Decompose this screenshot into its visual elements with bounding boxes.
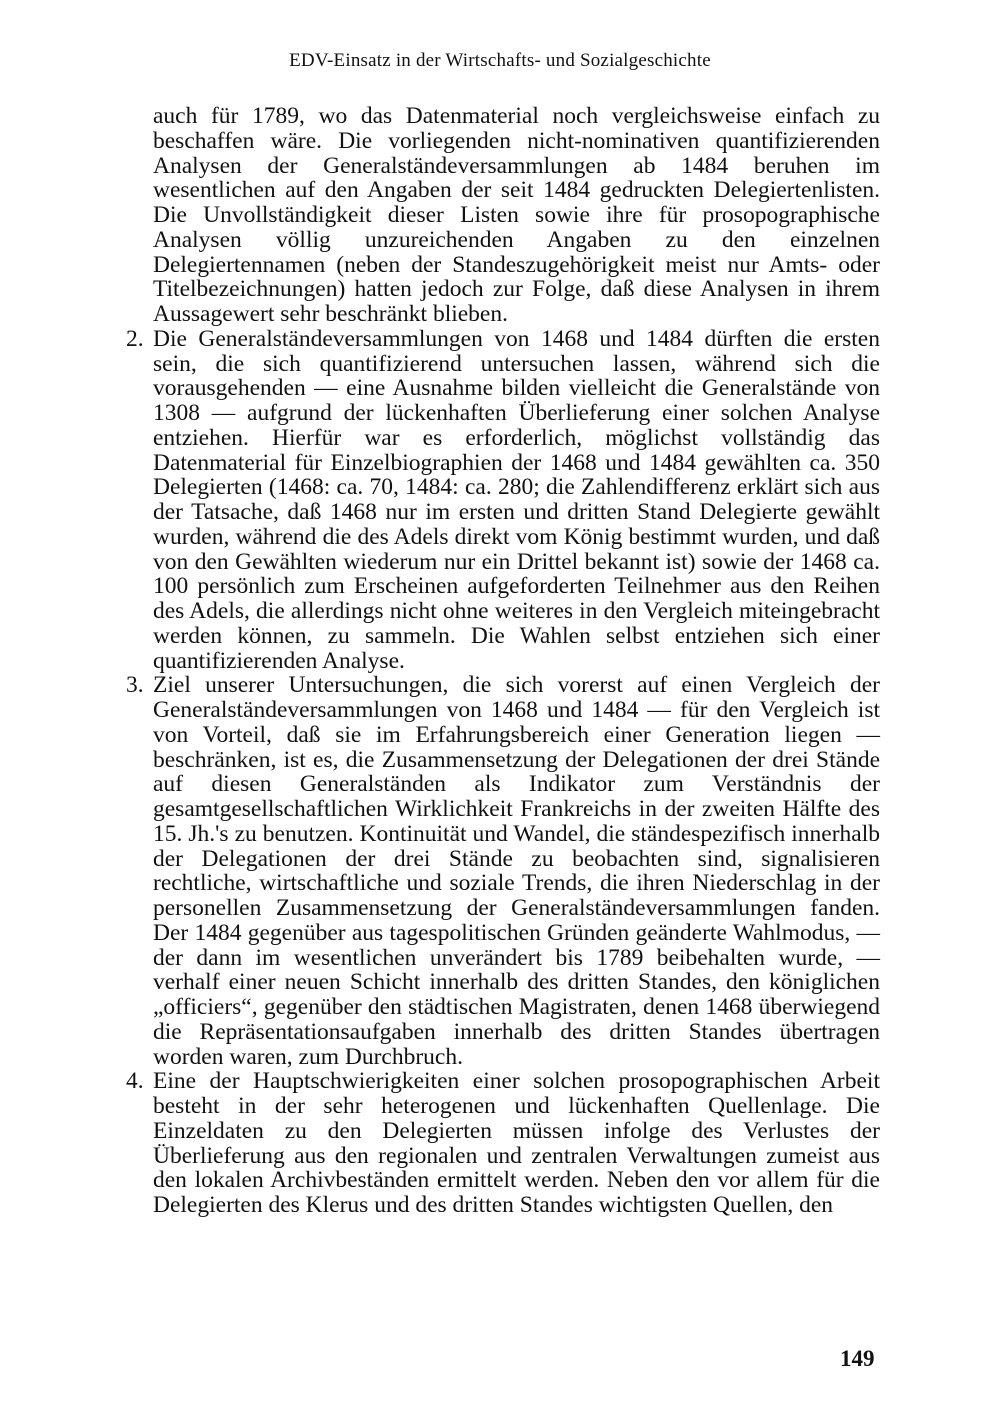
list-item xyxy=(126,672,880,1070)
page-number: 149 xyxy=(840,1346,875,1371)
list-item-number: 2. xyxy=(126,325,144,352)
intro-paragraph: auch für 1789, wo das Datenmaterial noch vergleichsweise einfach zu beschaffen wäre. Die vorliegenden nicht-nominativen quantifizierenden Analysen der Generalständeversammlungen ab 1484 beruhen im wesentlichen auf den Angaben der seit 1484 gedruckten Delegiertenlisten. Die Unvollständigkeit dieser Listen sowie ihre für prosopographische Analysen völlig unzureichenden Angaben zu den einzelnen Delegiertennamen (neben der Standeszugehörigkeit meist nur Amts- oder Titelbezeichnungen) hatten jedoch zur Folge, daß diese Analysen in ihrem Aussagewert sehr beschränkt blieben. xyxy=(153,103,880,327)
list-item-number: 4. xyxy=(126,1068,144,1095)
list-item-text: Eine der Hauptschwierigkeiten einer solchen prosopographischen Arbeit besteht in der sehr heterogenen und lückenhaften Quellenlage. Die Einzeldaten zu den Delegierten müssen infolge des Verlustes der Überlieferung aus den regionalen und zentralen Verwaltungen zumeist aus den lokalen Archivbeständen ermittelt werden. Neben den vor allem für die Delegierten des Klerus und des dritten Standes wichtigsten Quellen, den xyxy=(153,1068,880,1218)
list-item xyxy=(126,325,880,674)
list-item-text: Ziel unserer Untersuchungen, die sich vorerst auf einen Vergleich der Generalständeversammlungen von 1468 und 1484 — für den Vergleich ist von Vorteil, daß sie im Erfahrungsbereich einer Generation liegen — beschränken, ist es, die Zusammensetzung der Delegationen der drei Stände auf diesen Generalständen als Indikator zum Verständnis der gesamtgesellschaftlichen Wirklichkeit Frankreichs in der zweiten Hälfte des 15. Jh.'s zu benutzen. Kontinuität und Wandel, die ständespezifisch innerhalb der Delegationen der drei Stände zu beobachten sind, signalisieren rechtliche, wirtschaftliche und soziale Trends, die ihren Niederschlag in der personellen Zusammensetzung der Generalständeversammlungen fanden. Der 1484 gegenüber aus tagespolitischen Gründen geänderte Wahlmodus, — der dann im wesentlichen unverändert bis 1789 beibehalten wurde, — verhalf einer neuen Schicht innerhalb des dritten Standes, den königlichen „officiers“, gegenüber den städtischen Magistraten, denen 1468 überwiegend die Repräsentationsaufgaben innerhalb des dritten Standes übertragen worden waren, zum Durchbruch. xyxy=(153,672,880,1070)
body-text xyxy=(126,103,880,1218)
list-item-text: Die Generalständeversammlungen von 1468 und 1484 dürften die ersten sein, die sich quantifizierend untersuchen lassen, während sich die vorausgehenden — eine Ausnahme bilden vielleicht die Generalstände von 1308 — aufgrund der lückenhaften Überlieferung einer solchen Analyse entziehen. Hierfür war es erforderlich, möglichst vollständig das Datenmaterial für Einzelbiographien der 1468 und 1484 gewählten ca. 350 Delegierten (1468: ca. 70, 1484: ca. 280; die Zahlendifferenz erklärt sich aus der Tatsache, daß 1468 nur im ersten und dritten Stand Delegierte gewählt wurden, während die des Adels direkt vom König bestimmt wurden, und daß von den Gewählten wiederum nur ein Drittel bekannt ist) sowie der 1468 ca. 100 persönlich zum Erscheinen aufgeforderten Teilnehmer aus den Reihen des Adels, die allerdings nicht ohne weiteres in den Vergleich miteingebracht werden können, zu sammeln. Die Wahlen selbst entziehen sich einer quantifizierenden Analyse. xyxy=(153,325,880,674)
list-item-number: 3. xyxy=(126,672,144,699)
running-head: EDV-Einsatz in der Wirtschafts- und Sozialgeschichte xyxy=(289,50,711,71)
list-item xyxy=(126,1068,880,1218)
